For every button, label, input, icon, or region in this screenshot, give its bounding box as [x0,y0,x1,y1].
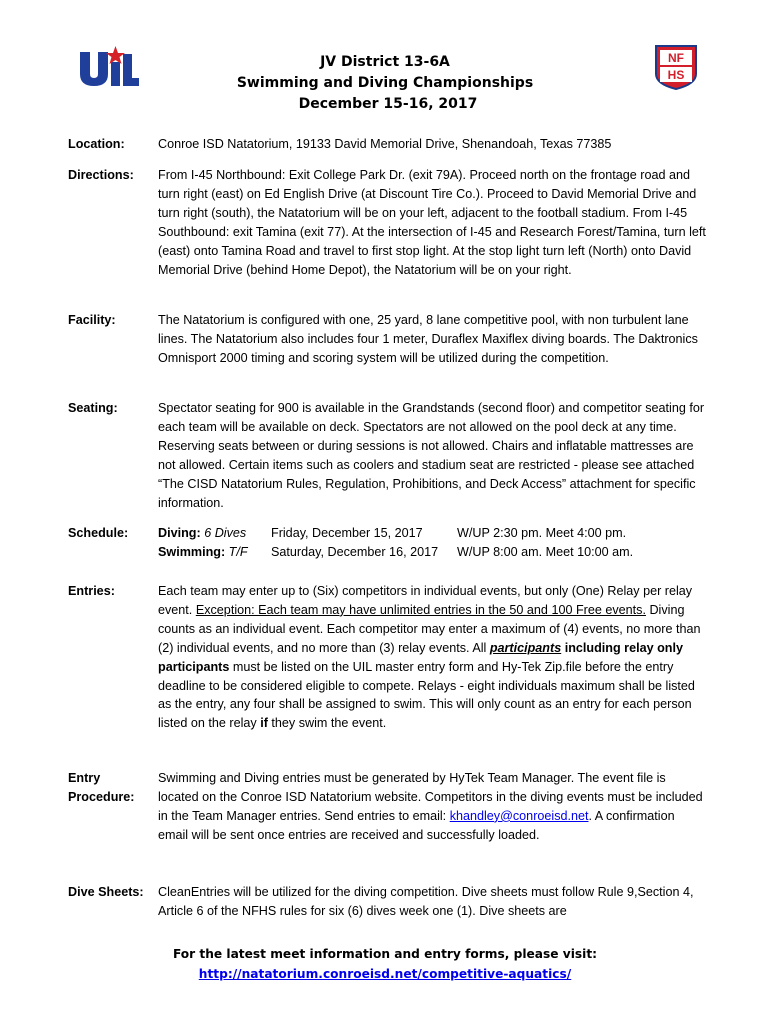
swimming-detail: T/F [228,544,248,559]
document-title [200,52,570,115]
schedule-row-swimming [158,543,706,562]
schedule-table [158,524,706,562]
diving-times: W/UP 2:30 pm. Meet 4:00 pm. [457,526,627,540]
entries-text: Each team may enter up to (Six) competitors in individual events, but only (One) Relay per relay event. Exception: Each team may have unlimited entries in the 50 and 100 Free events. Diving counts as an individual event. Each competitor may enter a maximum of (4) events, no more than (2) individual events, and no more than (3) relay events. All participants including relay only participants must be listed on the UIL master entry form and Hy-Tek Zip.file before the entry deadline to be considered eligible to compete. Relays - eight individuals maximum shall be listed as the entry, any four shall be assigned to swim. This will only count as an entry for each person listed on the relay if they swim the event. [158,584,701,731]
seating-section [68,399,706,512]
directions-text: From I-45 Northbound: Exit College Park Dr. (exit 79A). Proceed north on the frontage road and turn right (east) on Ed English Drive (at Discount Tire Co.). Proceed to David Memorial Drive and turn right (south), the Natatorium will be on your left, adjacent to the football stadium. From I-45 Southbound: exit Tamina (exit 77). At the intersection of I-45 and Research Forest/Tamina, turn left (east) onto Tamina Road and travel to first stop light. At the stop light turn left (North) onto David Memorial Drive (behind Home Depot), the Natatorium will be on your right. [158,168,706,277]
entry-procedure-text: Swimming and Diving entries must be generated by HyTek Team Manager. The event file is located on the Conroe ISD Natatorium website. Competitors in the diving events must be included in the Team Manager entries. Send entries to email: khandley@conroeisd.net. A confirmation email will be sent once entries are received and successfully loaded. [158,771,703,842]
page-footer [0,944,770,984]
entries-email-link[interactable]: khandley@conroeisd.net [449,808,589,823]
diving-date: Friday, December 15, 2017 [271,526,423,540]
dive-sheets-text: CleanEntries will be utilized for the diving competition. Dive sheets must follow Rule 9,Section 4, Article 6 of the NFHS rules for six (6) dives week one (1). Dive sheets are [158,885,694,918]
entries-section [68,582,706,733]
schedule-row-diving [158,524,706,543]
diving-detail: 6 Dives [204,526,247,540]
uil-logo [78,44,140,86]
location-label: Location: [68,137,125,151]
entries-participants: participants [489,640,562,655]
title-line-3: December 15-16, 2017 [298,96,478,112]
footer-text: For the latest meet information and entry forms, please visit: [172,947,598,961]
swimming-times: W/UP 8:00 am. Meet 10:00 am. [457,544,634,559]
directions-label: Directions: [68,168,134,182]
entry-procedure-section [68,769,706,845]
schedule-label: Schedule: [68,526,129,540]
svg-text:HS: HS [667,68,685,82]
title-line-1: JV District 13-6A [320,54,450,70]
svg-text:NF: NF [668,51,684,65]
dive-sheets-label: Dive Sheets: [68,885,144,899]
footer-link[interactable]: http://natatorium.conroeisd.net/competitive-aquatics/ [198,967,572,981]
swimming-date: Saturday, December 16, 2017 [271,544,439,559]
location-text: Conroe ISD Natatorium, 19133 David Memorial Drive, Shenandoah, Texas 77385 [158,137,612,151]
location-section [68,135,706,154]
entry-procedure-label: Entry Procedure: [68,771,135,804]
diving-label: Diving: [158,526,201,540]
title-line-2: Swimming and Diving Championships [236,75,534,91]
entries-exception: Exception: Each team may have unlimited entries in the 50 and 100 Free events. [195,602,646,617]
facility-label: Facility: [68,313,116,327]
swimming-label: Swimming: [158,544,226,559]
facility-text: The Natatorium is configured with one, 25 yard, 8 lane competitive pool, with non turbulent lane lines. The Natatorium also includes four 1 meter, Duraflex Maxiflex diving boards. The Daktronics Omnisport 2000 timing and scoring system will be utilized during the competition. [158,313,698,365]
seating-text: Spectator seating for 900 is available in the Grandstands (second floor) and competitor seating for each team will be available on deck. Spectators are not allowed on the pool deck at any time. Reserving seats between or during sessions is not allowed. Chairs and inflatable mattresses are not allowed. Certain items such as coolers and stadium seat are restricted - please see attached “The CISD Natatorium Rules, Regulation, Prohibitions, and Deck Access” attachment for specific information. [158,401,705,510]
facility-section [68,311,706,368]
dive-sheets-section [68,883,706,921]
schedule-section [68,524,706,562]
seating-label: Seating: [68,401,118,415]
nfhs-logo [652,44,700,90]
entries-label: Entries: [68,584,115,598]
directions-section [68,166,706,279]
